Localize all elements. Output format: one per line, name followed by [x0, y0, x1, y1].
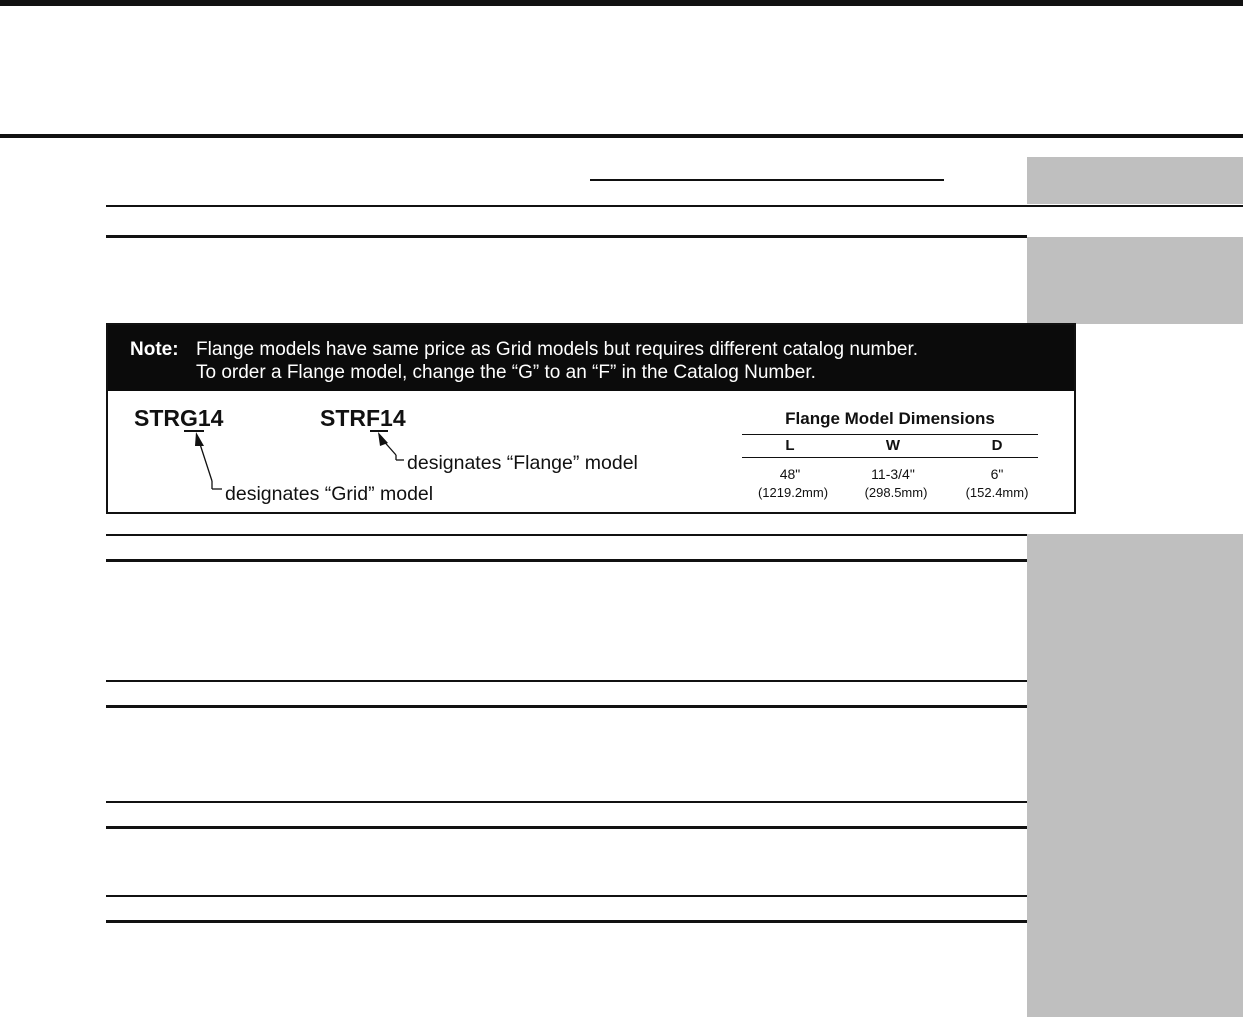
dimension-metric-l: (1219.2mm) — [757, 485, 829, 500]
section-rule-8 — [106, 826, 1027, 829]
dimension-head-w: W — [885, 437, 901, 454]
section-rule-9 — [106, 895, 1027, 897]
dimensions-header-rule — [742, 457, 1038, 458]
side-tab-bottom — [1027, 534, 1243, 1017]
section-rule-4 — [106, 559, 1027, 562]
dimension-metric-w: (298.5mm) — [864, 485, 928, 500]
dimension-value-w: 11-3/4" — [871, 466, 915, 482]
section-rule-10 — [106, 920, 1027, 923]
section-rule-2 — [106, 235, 1027, 238]
dimensions-top-rule — [742, 434, 1038, 435]
note-text-line-2: To order a Flange model, change the “G” to an “F” in the Catalog Number. — [196, 362, 816, 383]
grid-designation-label: designates “Grid” model — [225, 483, 434, 505]
section-rule-5 — [106, 680, 1027, 682]
side-tab-top — [1027, 157, 1243, 204]
section-rule-1 — [106, 205, 1243, 207]
note-label: Note: — [130, 339, 179, 360]
dimension-head-d: D — [991, 437, 1003, 454]
dimension-value-d: 6" — [990, 466, 1004, 482]
top-border-rule — [0, 0, 1243, 6]
dimension-metric-d: (152.4mm) — [965, 485, 1029, 500]
flange-designation-label: designates “Flange” model — [407, 452, 638, 474]
note-header — [108, 325, 1074, 391]
section-rule-3 — [106, 534, 1027, 536]
header-rule — [0, 134, 1243, 138]
flange-dimensions-title: Flange Model Dimensions — [785, 409, 995, 428]
dimension-value-l: 48" — [779, 466, 801, 482]
flange-note-box — [106, 323, 1076, 514]
section-rule-7 — [106, 801, 1027, 803]
flange-model-number: STRF14 — [320, 405, 406, 431]
title-underline — [590, 179, 944, 181]
grid-model-number: STRG14 — [134, 405, 224, 431]
side-tab-middle — [1027, 237, 1243, 324]
dimension-head-l: L — [785, 437, 795, 454]
note-text-line-1: Flange models have same price as Grid models but requires different catalog number. — [196, 339, 919, 360]
section-rule-6 — [106, 705, 1027, 708]
